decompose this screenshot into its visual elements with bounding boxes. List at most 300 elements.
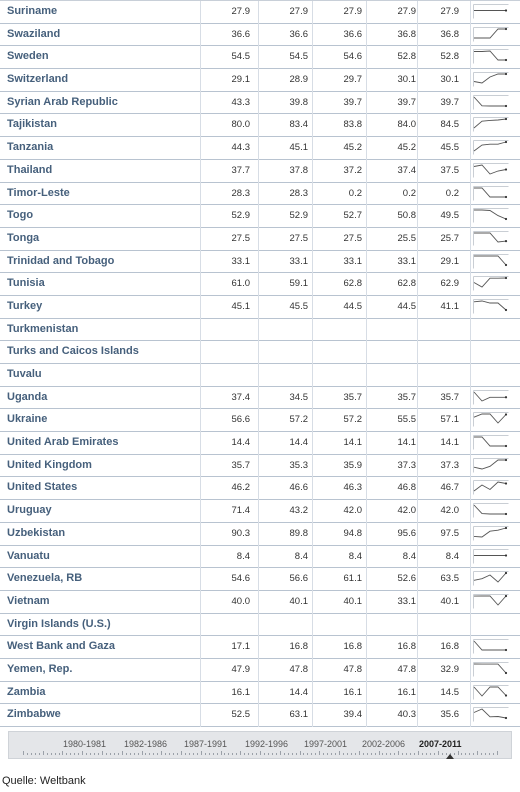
country-link[interactable]: Tonga (7, 231, 40, 244)
value-cell: 36.6 (289, 28, 308, 40)
timeline-tick (386, 753, 387, 755)
timeline-tick (106, 753, 107, 755)
country-link[interactable]: West Bank and Gaza (7, 640, 115, 653)
column-divider (200, 1, 201, 727)
value-cell: 8.4 (236, 550, 250, 562)
timeline-period[interactable]: 2007-2011 (419, 739, 462, 749)
table-row (0, 319, 520, 342)
timeline-tick (130, 753, 131, 755)
timeline-tick (221, 751, 222, 755)
sparkline (473, 526, 509, 541)
timeline-tick (335, 753, 336, 755)
timeline-tick (367, 753, 368, 755)
country-link[interactable]: Sweden (7, 50, 49, 63)
value-cell: 35.7 (397, 391, 416, 403)
timeline-tick (315, 753, 316, 755)
timeline-tick (217, 753, 218, 755)
value-cell: 84.5 (440, 119, 459, 131)
timeline-tick (31, 753, 32, 755)
sparkline (473, 594, 509, 609)
value-cell: 14.5 (440, 686, 459, 698)
timeline-period[interactable]: 2002-2006 (362, 739, 406, 749)
table-row (0, 432, 520, 455)
country-link[interactable]: Turks and Caicos Islands (7, 345, 139, 358)
period-timeline[interactable] (8, 731, 512, 759)
value-cell: 56.6 (231, 414, 250, 426)
value-cell: 52.9 (231, 210, 250, 222)
timeline-tick (90, 753, 91, 755)
timeline-tick (43, 751, 44, 755)
timeline-tick (244, 753, 245, 755)
table-row (0, 69, 520, 92)
value-cell: 0.2 (445, 187, 459, 199)
value-cell: 37.4 (231, 391, 250, 403)
country-link[interactable]: Ukraine (7, 413, 48, 426)
timeline-tick (161, 751, 162, 755)
value-cell: 16.8 (289, 641, 308, 653)
value-cell: 39.7 (397, 96, 416, 108)
value-cell: 34.5 (289, 391, 308, 403)
value-cell: 54.5 (289, 51, 308, 63)
value-cell: 35.3 (289, 459, 308, 471)
country-link[interactable]: Turkmenistan (7, 322, 79, 335)
value-cell: 37.8 (289, 164, 308, 176)
table-row (0, 24, 520, 47)
timeline-tick (438, 751, 439, 755)
value-cell: 33.1 (397, 595, 416, 607)
value-cell: 27.5 (343, 232, 362, 244)
value-cell: 45.2 (397, 142, 416, 154)
value-cell: 52.7 (343, 210, 362, 222)
value-cell: 37.5 (440, 164, 459, 176)
value-cell: 35.7 (231, 459, 250, 471)
value-cell: 8.4 (445, 550, 459, 562)
timeline-tick (493, 753, 494, 755)
value-cell: 16.1 (397, 686, 416, 698)
value-cell: 36.8 (440, 28, 459, 40)
value-cell: 35.7 (343, 391, 362, 403)
timeline-tick (469, 753, 470, 755)
value-cell: 80.0 (231, 119, 250, 131)
timeline-tick (497, 751, 498, 755)
value-cell: 16.8 (440, 641, 459, 653)
timeline-tick (173, 753, 174, 755)
country-link[interactable]: Vanuatu (7, 549, 50, 562)
timeline-tick (197, 753, 198, 755)
value-cell: 45.1 (289, 142, 308, 154)
timeline-period[interactable]: 1992-1996 (245, 739, 289, 749)
timeline-tick (213, 753, 214, 755)
table-row (0, 568, 520, 591)
timeline-tick (142, 751, 143, 755)
timeline-period[interactable]: 1987-1991 (184, 739, 228, 749)
timeline-tick (138, 753, 139, 755)
value-cell: 42.0 (343, 505, 362, 517)
timeline-tick (355, 753, 356, 755)
column-divider (312, 1, 313, 727)
column-divider (366, 1, 367, 727)
country-link[interactable]: Yemen, Rep. (7, 662, 73, 675)
value-cell: 45.5 (289, 300, 308, 312)
timeline-tick (300, 751, 301, 755)
sparkline (473, 163, 509, 178)
timeline-tick (458, 751, 459, 755)
value-cell: 37.3 (397, 459, 416, 471)
table-row (0, 546, 520, 569)
value-cell: 17.1 (231, 641, 250, 653)
sparkline (473, 480, 509, 495)
sparkline (473, 707, 509, 722)
value-cell: 57.2 (343, 414, 362, 426)
sparkline (473, 276, 509, 291)
timeline-tick (276, 753, 277, 755)
value-cell: 46.8 (397, 482, 416, 494)
timeline-tick (35, 753, 36, 755)
value-cell: 46.7 (440, 482, 459, 494)
country-link[interactable]: United States (7, 481, 78, 494)
timeline-ticks (23, 751, 497, 755)
country-link[interactable]: Zambia (7, 685, 46, 698)
country-link[interactable]: Syrian Arab Republic (7, 95, 118, 108)
sparkline (473, 503, 509, 518)
value-cell: 36.6 (231, 28, 250, 40)
value-cell: 0.2 (348, 187, 362, 199)
table-row (0, 205, 520, 228)
sparkline (473, 72, 509, 87)
value-cell: 61.1 (343, 573, 362, 585)
value-cell: 35.9 (343, 459, 362, 471)
column-divider (417, 1, 418, 727)
value-cell: 47.8 (397, 663, 416, 675)
timeline-tick (74, 753, 75, 755)
timeline-tick (422, 753, 423, 755)
source-note: Quelle: Weltbank (2, 775, 86, 787)
sparkline (473, 662, 509, 677)
country-link[interactable]: Turkey (7, 299, 43, 312)
value-cell: 45.1 (231, 300, 250, 312)
value-cell: 35.6 (440, 709, 459, 721)
table-row (0, 614, 520, 637)
timeline-tick (98, 753, 99, 755)
value-cell: 46.6 (289, 482, 308, 494)
table-row (0, 1, 520, 24)
value-cell: 49.5 (440, 210, 459, 222)
value-cell: 27.9 (343, 6, 362, 17)
country-link[interactable]: Vietnam (7, 594, 50, 607)
value-cell: 63.5 (440, 573, 459, 585)
sparkline (473, 639, 509, 654)
timeline-tick (62, 751, 63, 755)
country-link[interactable]: United Arab Emirates (7, 436, 119, 449)
sparkline (473, 390, 509, 405)
sparkline (473, 186, 509, 201)
value-cell: 62.8 (343, 278, 362, 290)
value-cell: 32.9 (440, 663, 459, 675)
value-cell: 52.5 (231, 709, 250, 721)
table-row (0, 387, 520, 410)
value-cell: 0.2 (402, 187, 416, 199)
country-link[interactable]: Tanzania (7, 141, 54, 154)
timeline-tick (185, 753, 186, 755)
sparkline (473, 208, 509, 223)
timeline-tick (343, 753, 344, 755)
timeline-period[interactable]: 1997-2001 (304, 739, 348, 749)
timeline-tick (394, 753, 395, 755)
sparkline (473, 27, 509, 42)
timeline-tick (327, 753, 328, 755)
timeline-tick (414, 753, 415, 755)
value-cell: 30.1 (397, 74, 416, 86)
timeline-tick (347, 753, 348, 755)
value-cell: 89.8 (289, 527, 308, 539)
value-cell: 14.1 (397, 437, 416, 449)
country-link[interactable]: Switzerland (7, 73, 69, 86)
value-cell: 40.0 (231, 595, 250, 607)
timeline-tick (82, 751, 83, 755)
timeline-tick (252, 753, 253, 755)
table-row (0, 92, 520, 115)
table-row (0, 477, 520, 500)
value-cell: 52.9 (289, 210, 308, 222)
value-cell: 47.8 (343, 663, 362, 675)
country-link[interactable]: United Kingdom (7, 458, 92, 471)
timeline-tick (489, 753, 490, 755)
country-link[interactable]: Tuvalu (7, 368, 42, 380)
sparkline (473, 49, 509, 64)
timeline-tick (205, 753, 206, 755)
timeline-tick (118, 753, 119, 755)
value-cell: 62.8 (397, 278, 416, 290)
value-cell: 37.3 (440, 459, 459, 471)
active-period-marker-icon[interactable] (446, 754, 454, 759)
timeline-tick (181, 751, 182, 755)
timeline-tick (248, 753, 249, 755)
timeline-tick (319, 751, 320, 755)
value-cell: 40.3 (397, 709, 416, 721)
value-cell: 42.0 (440, 505, 459, 517)
timeline-tick (59, 753, 60, 755)
timeline-tick (134, 753, 135, 755)
timeline-tick (473, 753, 474, 755)
timeline-tick (201, 751, 202, 755)
value-cell: 59.1 (289, 278, 308, 290)
value-cell: 14.4 (289, 686, 308, 698)
timeline-tick (51, 753, 52, 755)
value-cell: 57.2 (289, 414, 308, 426)
timeline-tick (145, 753, 146, 755)
value-cell: 84.0 (397, 119, 416, 131)
value-cell: 42.0 (397, 505, 416, 517)
value-cell: 45.2 (343, 142, 362, 154)
value-cell: 35.7 (440, 391, 459, 403)
timeline-tick (268, 753, 269, 755)
table-row (0, 137, 520, 160)
table-row (0, 409, 520, 432)
value-cell: 39.7 (343, 96, 362, 108)
timeline-tick (461, 753, 462, 755)
country-link[interactable]: Trinidad and Tobago (7, 254, 115, 267)
timeline-period[interactable]: 1982-1986 (124, 739, 168, 749)
value-cell: 36.8 (397, 28, 416, 40)
sparkline (473, 571, 509, 586)
table-row (0, 251, 520, 274)
value-cell: 27.9 (289, 6, 308, 17)
timeline-tick (240, 751, 241, 755)
value-cell: 33.1 (289, 255, 308, 267)
value-cell: 47.8 (289, 663, 308, 675)
timeline-tick (102, 751, 103, 755)
value-cell: 33.1 (397, 255, 416, 267)
timeline-tick (228, 753, 229, 755)
timeline-tick (39, 753, 40, 755)
timeline-tick (465, 753, 466, 755)
table-row (0, 659, 520, 682)
timeline-tick (209, 753, 210, 755)
country-link[interactable]: Togo (7, 209, 34, 222)
timeline-tick (406, 753, 407, 755)
timeline-tick (430, 753, 431, 755)
timeline-tick (260, 751, 261, 755)
table-row (0, 183, 520, 206)
value-cell: 97.5 (440, 527, 459, 539)
value-cell: 46.3 (343, 482, 362, 494)
timeline-tick (153, 753, 154, 755)
sparkline (473, 4, 509, 19)
timeline-tick (307, 753, 308, 755)
value-cell: 8.4 (348, 550, 362, 562)
value-cell: 33.1 (343, 255, 362, 267)
country-link[interactable]: Venezuela, RB (7, 572, 83, 585)
country-link[interactable]: Uzbekistan (7, 526, 66, 539)
value-cell: 44.5 (397, 300, 416, 312)
table-row (0, 228, 520, 251)
country-link[interactable]: Swaziland (7, 27, 61, 40)
value-cell: 29.1 (231, 74, 250, 86)
sparkline (473, 117, 509, 132)
timeline-tick (122, 751, 123, 755)
value-cell: 8.4 (402, 550, 416, 562)
timeline-tick (371, 753, 372, 755)
column-divider (470, 1, 471, 727)
value-cell: 39.7 (440, 96, 459, 108)
value-cell: 28.3 (289, 187, 308, 199)
sparkline (473, 458, 509, 473)
timeline-tick (149, 753, 150, 755)
country-link[interactable]: Uruguay (7, 504, 52, 517)
table-row (0, 364, 520, 387)
timeline-tick (418, 751, 419, 755)
sparkline (473, 95, 509, 110)
value-cell: 27.9 (231, 6, 250, 17)
timeline-tick (114, 753, 115, 755)
timeline-tick (264, 753, 265, 755)
value-cell: 47.9 (231, 663, 250, 675)
timeline-tick (224, 753, 225, 755)
sparkline (473, 435, 509, 450)
table-row (0, 523, 520, 546)
timeline-tick (86, 753, 87, 755)
value-cell: 41.1 (440, 300, 459, 312)
country-link[interactable]: Tajikistan (7, 118, 57, 131)
value-cell: 28.3 (231, 187, 250, 199)
timeline-tick (390, 753, 391, 755)
table-row (0, 682, 520, 705)
timeline-tick (402, 753, 403, 755)
value-cell: 16.1 (343, 686, 362, 698)
country-link[interactable]: Uganda (7, 390, 48, 403)
timeline-tick (363, 753, 364, 755)
value-cell: 40.1 (343, 595, 362, 607)
table-row (0, 636, 520, 659)
timeline-tick (66, 753, 67, 755)
value-cell: 43.3 (231, 96, 250, 108)
table-row (0, 591, 520, 614)
sparkline (473, 254, 509, 269)
value-cell: 50.8 (397, 210, 416, 222)
timeline-tick (292, 753, 293, 755)
value-cell: 39.4 (343, 709, 362, 721)
timeline-tick (379, 751, 380, 755)
timeline-tick (359, 751, 360, 755)
timeline-tick (47, 753, 48, 755)
country-link[interactable]: Zimbabwe (7, 708, 61, 721)
country-link[interactable]: Tunisia (7, 277, 45, 290)
timeline-tick (481, 753, 482, 755)
value-cell: 29.7 (343, 74, 362, 86)
timeline-tick (434, 753, 435, 755)
value-cell: 33.1 (231, 255, 250, 267)
value-cell: 27.5 (231, 232, 250, 244)
timeline-tick (70, 753, 71, 755)
value-cell: 46.2 (231, 482, 250, 494)
value-cell: 63.1 (289, 709, 308, 721)
timeline-tick (410, 753, 411, 755)
timeline-tick (177, 753, 178, 755)
country-link[interactable]: Virgin Islands (U.S.) (7, 617, 111, 630)
value-cell: 8.4 (294, 550, 308, 562)
timeline-tick (382, 753, 383, 755)
timeline-tick (303, 753, 304, 755)
country-link[interactable]: Timor-Leste (7, 186, 70, 199)
value-cell: 54.6 (343, 51, 362, 63)
value-cell: 90.3 (231, 527, 250, 539)
country-link[interactable]: Suriname (7, 5, 58, 17)
timeline-tick (256, 753, 257, 755)
value-cell: 40.1 (440, 595, 459, 607)
timeline-tick (477, 751, 478, 755)
country-link[interactable]: Thailand (7, 163, 53, 176)
value-cell: 37.2 (343, 164, 362, 176)
value-cell: 14.1 (343, 437, 362, 449)
timeline-tick (94, 753, 95, 755)
table-row (0, 160, 520, 183)
timeline-tick (193, 753, 194, 755)
timeline-period[interactable]: 1980-1981 (63, 739, 107, 749)
value-cell: 83.4 (289, 119, 308, 131)
value-cell: 54.6 (231, 573, 250, 585)
value-cell: 29.1 (440, 255, 459, 267)
timeline-tick (189, 753, 190, 755)
value-cell: 25.7 (440, 232, 459, 244)
timeline-tick (110, 753, 111, 755)
value-cell: 44.3 (231, 142, 250, 154)
value-cell: 52.6 (397, 573, 416, 585)
timeline-tick (23, 751, 24, 755)
value-cell: 56.6 (289, 573, 308, 585)
timeline-tick (157, 753, 158, 755)
timeline-tick (351, 753, 352, 755)
sparkline (473, 140, 509, 155)
